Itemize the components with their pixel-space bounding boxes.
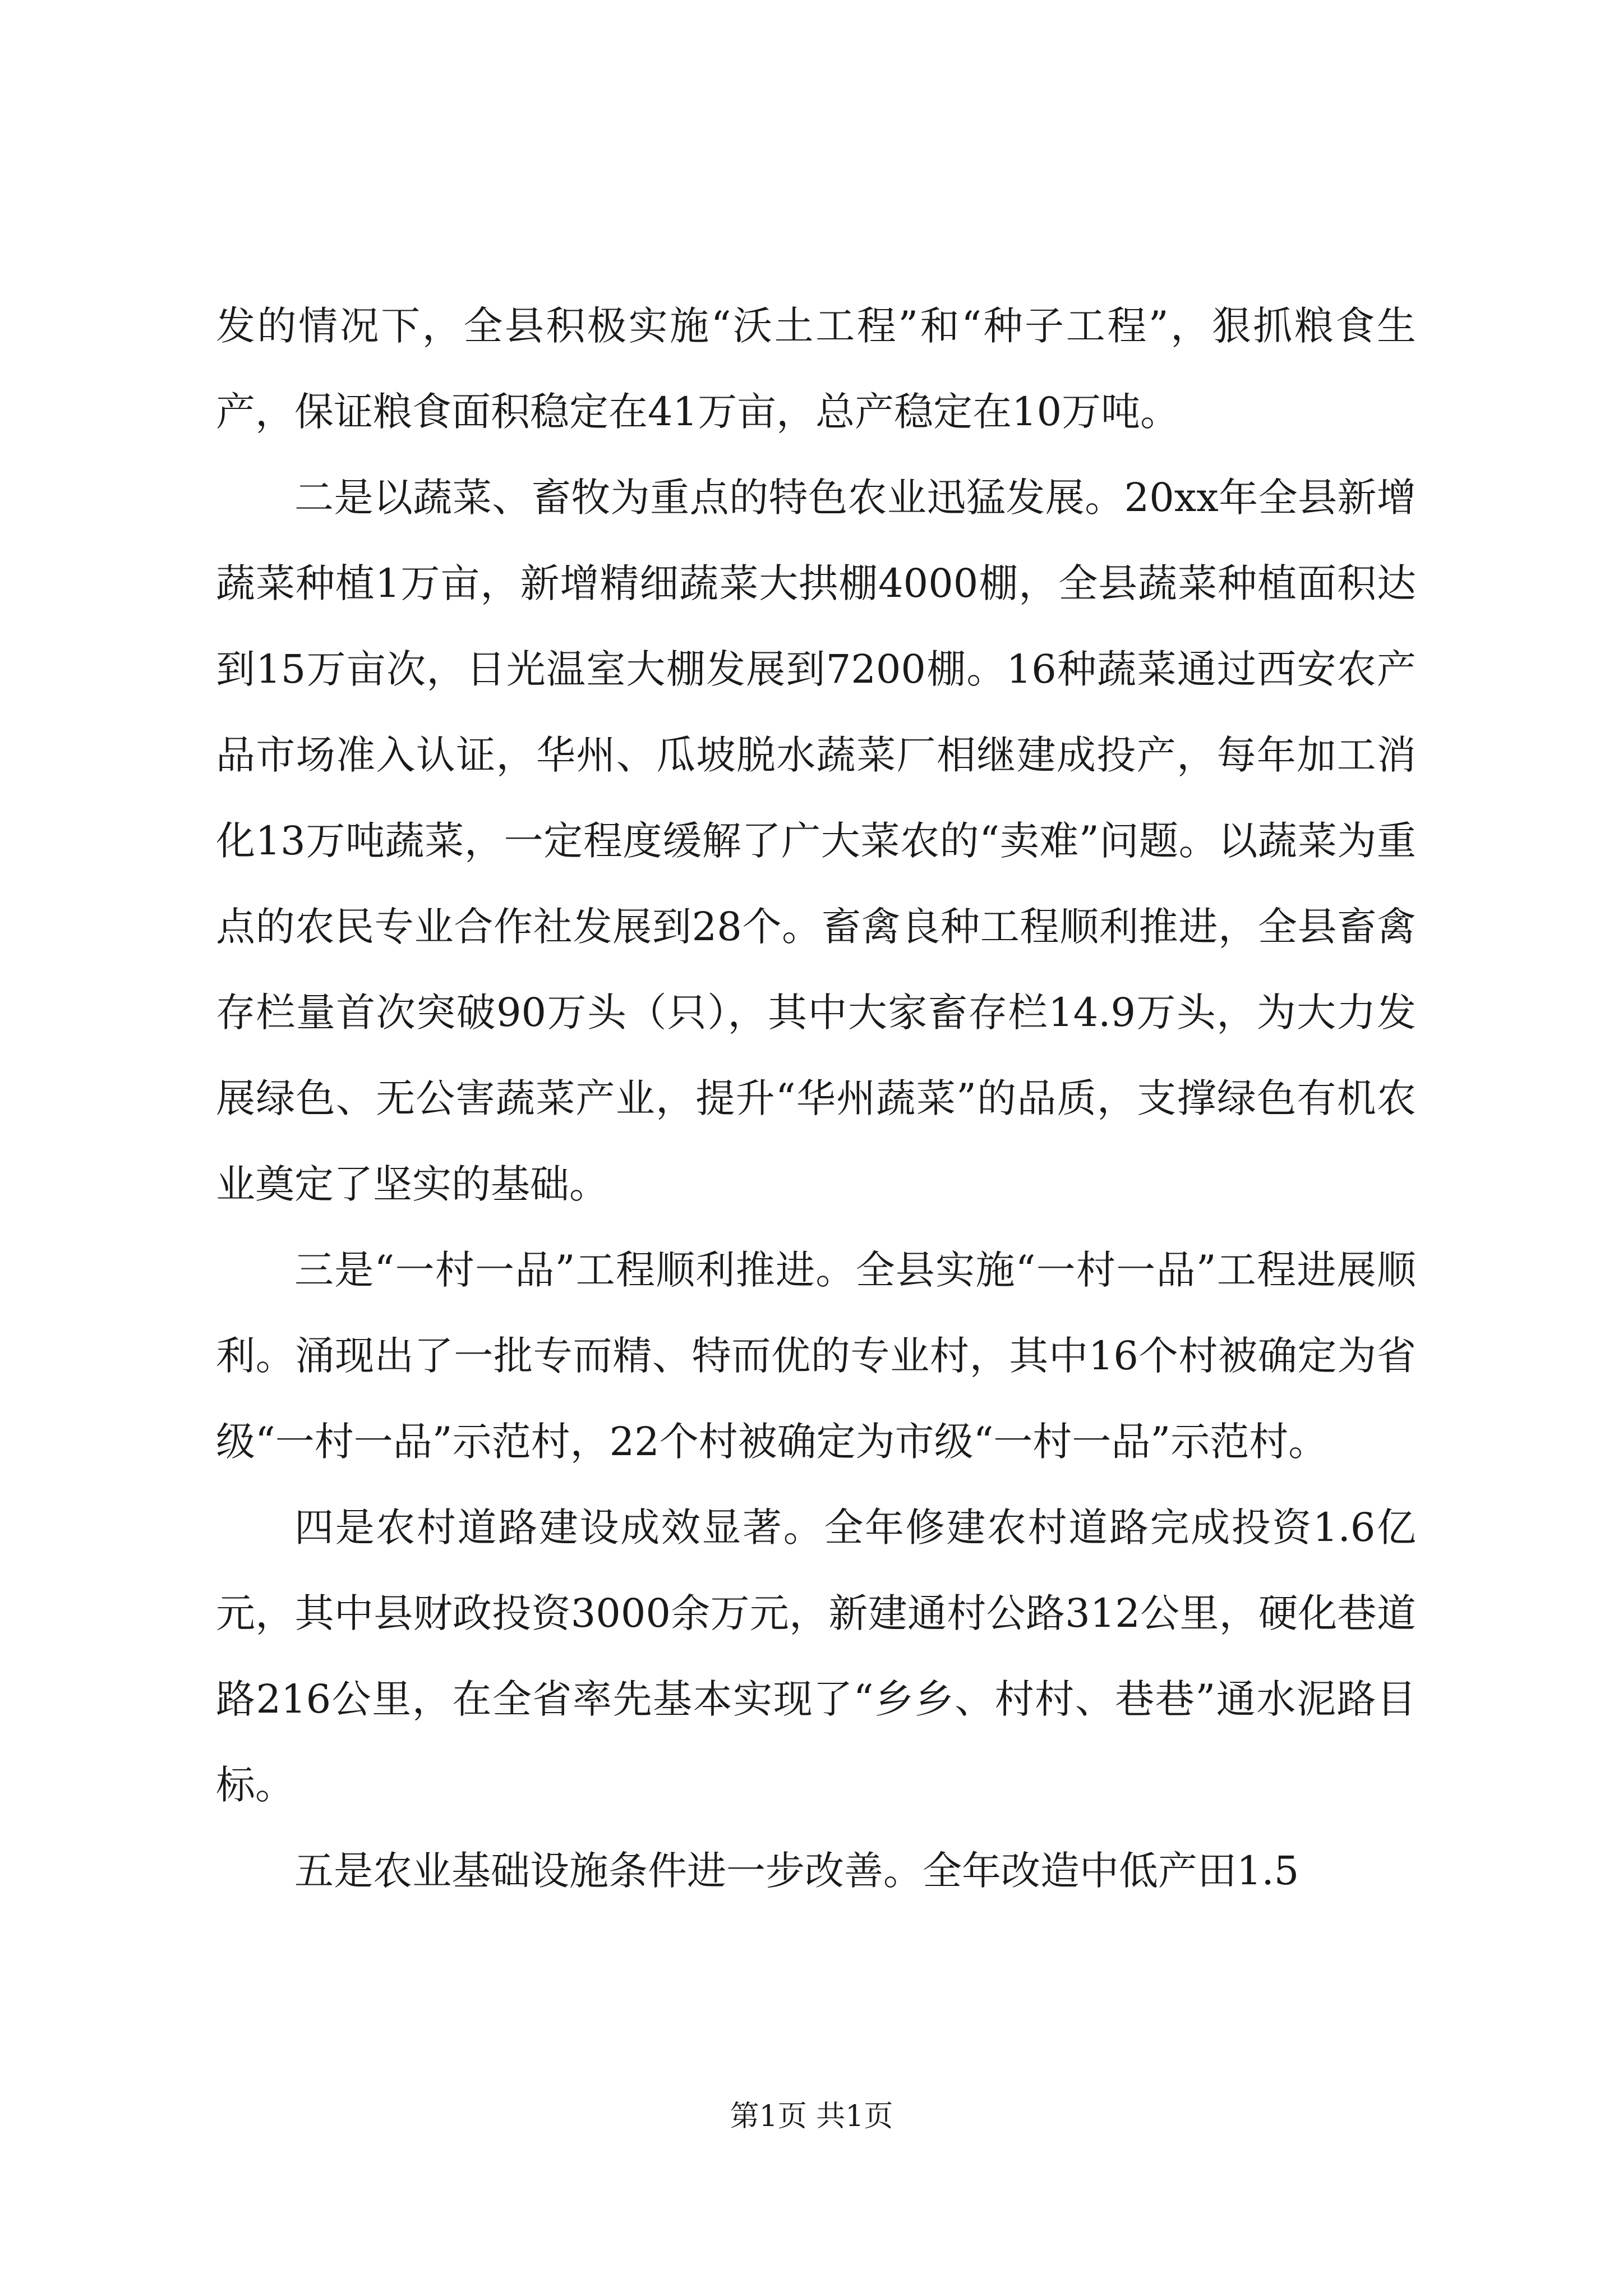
page-footer — [0, 2097, 1623, 2136]
document-body — [216, 283, 1416, 1914]
paragraph-one-village-one-product: 三是“一村一品”工程顺利推进。全县实施“一村一品”工程进展顺利。涌现出了一批专而精、特而优的专业村，其中16个村被确定为省级“一村一品”示范村，22个村被确定为市级“一村一品”示范村。 — [216, 1247, 1416, 1465]
paragraph-vegetables-livestock: 二是以蔬菜、畜牧为重点的特色农业迅猛发展。20xx年全县新增蔬菜种植1万亩，新增精细蔬菜大拱棚4000棚，全县蔬菜种植面积达到15万亩次，日光温室大棚发展到7200棚。16种蔬菜通过西安农产品市场准入认证，华州、瓜坡脱水蔬菜厂相继建成投产，每年加工消化13万吨蔬菜，一定程度缓解了广大菜农的“卖难”问题。以蔬菜为重点的农民专业合作社发展到28个。畜禽良种工程顺利推进，全县畜禽存栏量首次突破90万头（只），其中大家畜存栏14.9万头，为大力发展绿色、无公害蔬菜产业，提升“华州蔬菜”的品质，支撑绿色有机农业奠定了坚实的基础。 — [216, 475, 1416, 1207]
paragraph-rural-roads: 四是农村道路建设成效显著。全年修建农村道路完成投资1.6亿元，其中县财政投资3000余万元，新建通村公路312公里，硬化巷道路216公里，在全省率先基本实现了“乡乡、村村、巷巷”通水泥路目标。 — [216, 1504, 1416, 1808]
paragraph-infrastructure: 五是农业基础设施条件进一步改善。全年改造中低产田1.5 — [294, 1848, 1299, 1894]
page-number-label: 第1页 共1页 — [730, 2100, 893, 2133]
paragraph-continued: 发的情况下，全县积极实施“沃土工程”和“种子工程”，狠抓粮食生产，保证粮食面积稳定在41万亩，总产稳定在10万吨。 — [216, 303, 1416, 435]
